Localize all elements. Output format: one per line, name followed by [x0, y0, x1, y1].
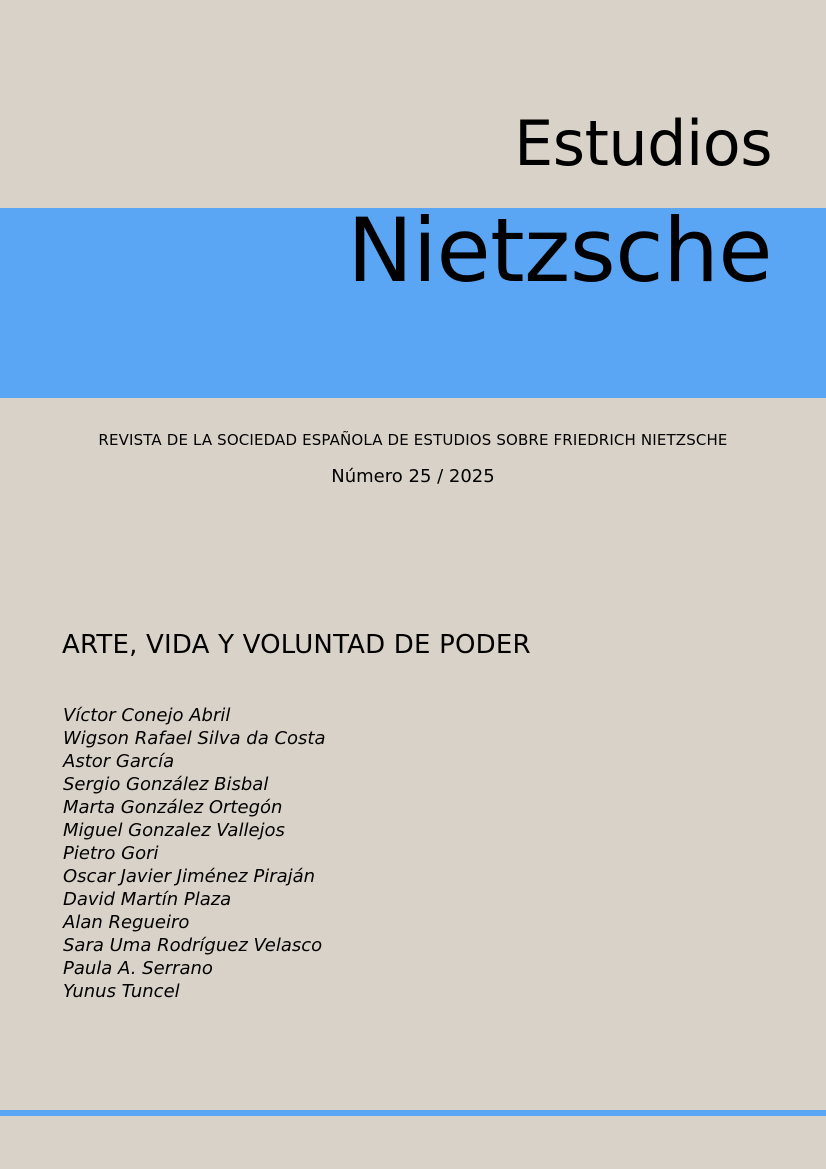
- list-item: Alan Regueiro: [63, 912, 190, 933]
- list-item: Yunus Tuncel: [63, 981, 180, 1002]
- list-item: Miguel Gonzalez Vallejos: [63, 820, 285, 841]
- masthead-line-estudios: Estudios: [514, 107, 772, 180]
- list-item: Sergio González Bisbal: [63, 774, 269, 795]
- issue-number: Número 25 / 2025: [331, 466, 495, 487]
- dossier-title: ARTE, VIDA Y VOLUNTAD DE PODER: [62, 630, 531, 660]
- masthead-line-nietzsche: Nietzsche: [347, 199, 772, 302]
- list-item: Paula A. Serrano: [63, 958, 213, 979]
- author-list: [63, 704, 326, 1003]
- masthead: [0, 0, 826, 400]
- list-item: Wigson Rafael Silva da Costa: [63, 728, 326, 749]
- society-subtitle: REVISTA DE LA SOCIEDAD ESPAÑOLA DE ESTUDIOS SOBRE FRIEDRICH NIETZSCHE: [98, 431, 728, 449]
- list-item: David Martín Plaza: [63, 889, 232, 910]
- bottom-accent-rule: [0, 1110, 826, 1116]
- list-item: Astor García: [63, 751, 175, 772]
- list-item: Pietro Gori: [63, 843, 159, 864]
- list-item: Sara Uma Rodríguez Velasco: [63, 935, 323, 956]
- list-item: Víctor Conejo Abril: [63, 705, 231, 726]
- list-item: Marta González Ortegón: [63, 797, 283, 818]
- list-item: Oscar Javier Jiménez Piraján: [63, 866, 316, 887]
